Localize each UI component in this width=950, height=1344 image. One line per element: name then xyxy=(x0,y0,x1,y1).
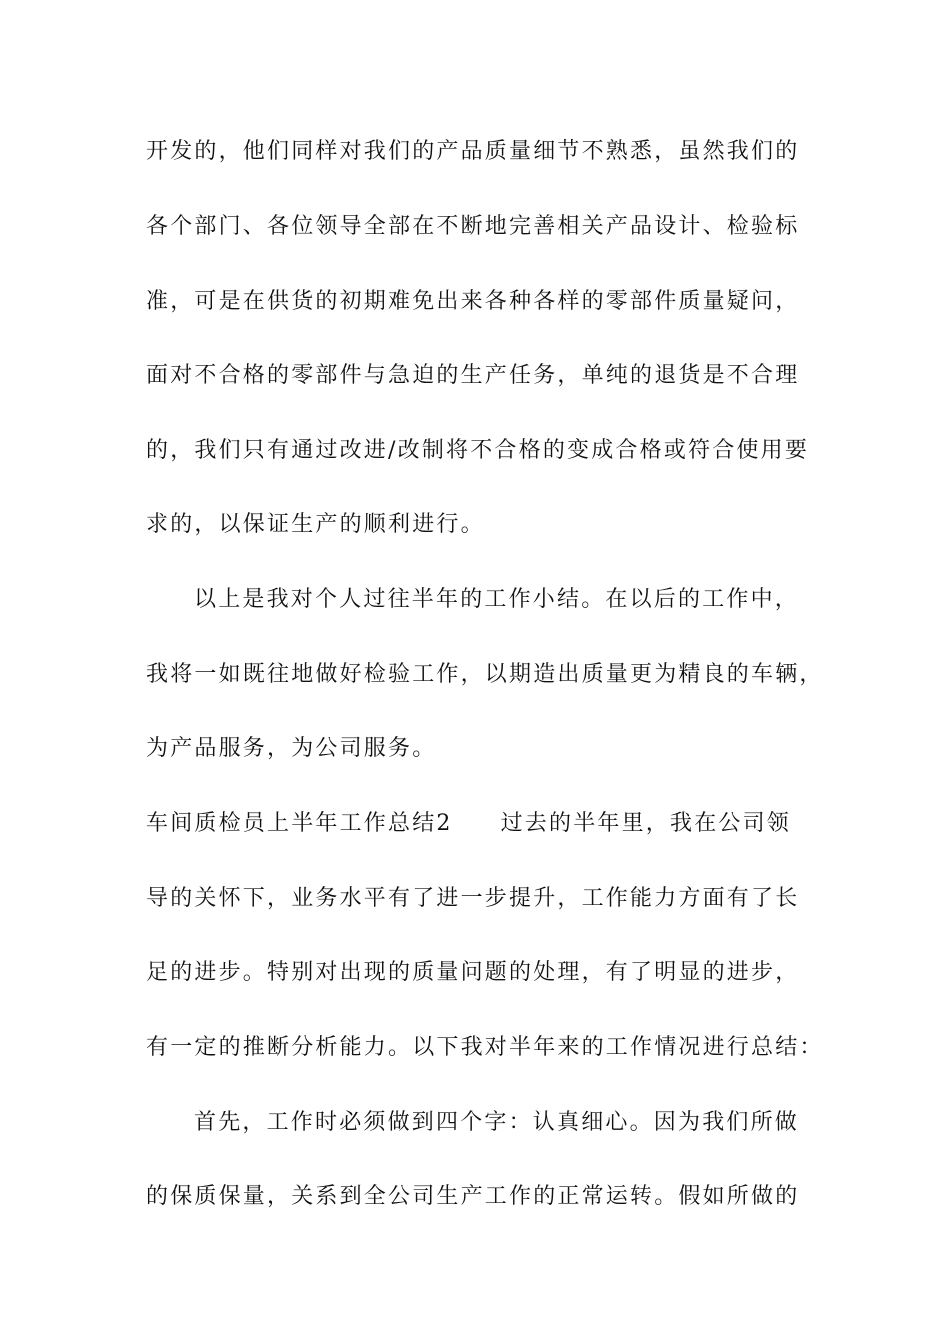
body-text-line: 导的关怀下，业务水平有了进一步提升，工作能力方面有了长 xyxy=(146,886,800,911)
body-text-line: 准，可是在供货的初期难免出来各种各样的零部件质量疑问， xyxy=(146,289,800,314)
body-text-line: 面对不合格的零部件与急迫的生产任务，单纯的退货是不合理 xyxy=(146,363,800,388)
body-text-line: 我将一如既往地做好检验工作，以期造出质量更为精良的车辆， xyxy=(146,662,824,687)
paragraph-first-line: 以上是我对个人过往半年的工作小结。在以后的工作中， xyxy=(194,587,800,612)
body-text-line: 求的，以保证生产的顺利进行。 xyxy=(146,512,485,537)
body-text-line: 的保质保量，关系到全公司生产工作的正常运转。假如所做的 xyxy=(146,1184,800,1209)
paragraph-first-line: 首先，工作时必须做到四个字：认真细心。因为我们所做 xyxy=(194,1110,800,1135)
section-heading: 车间质检员上半年工作总结2 xyxy=(146,811,453,836)
body-text-line: 开发的，他们同样对我们的产品质量细节不熟悉，虽然我们的 xyxy=(146,139,800,164)
body-text-line: 各个部门、各位领导全部在不断地完善相关产品设计、检验标 xyxy=(146,214,800,239)
body-text-line: 有一定的推断分析能力。以下我对半年来的工作情况进行总结： xyxy=(146,1035,824,1060)
section-first-text: 过去的半年里，我在公司领 xyxy=(500,811,792,836)
body-text-line: 的，我们只有通过改进/改制将不合格的变成合格或符合使用要 xyxy=(146,438,810,463)
body-text-line: 为产品服务，为公司服务。 xyxy=(146,736,437,761)
body-text-line: 足的进步。特别对出现的质量问题的处理，有了明显的进步， xyxy=(146,960,800,985)
section-heading-line xyxy=(146,809,826,839)
